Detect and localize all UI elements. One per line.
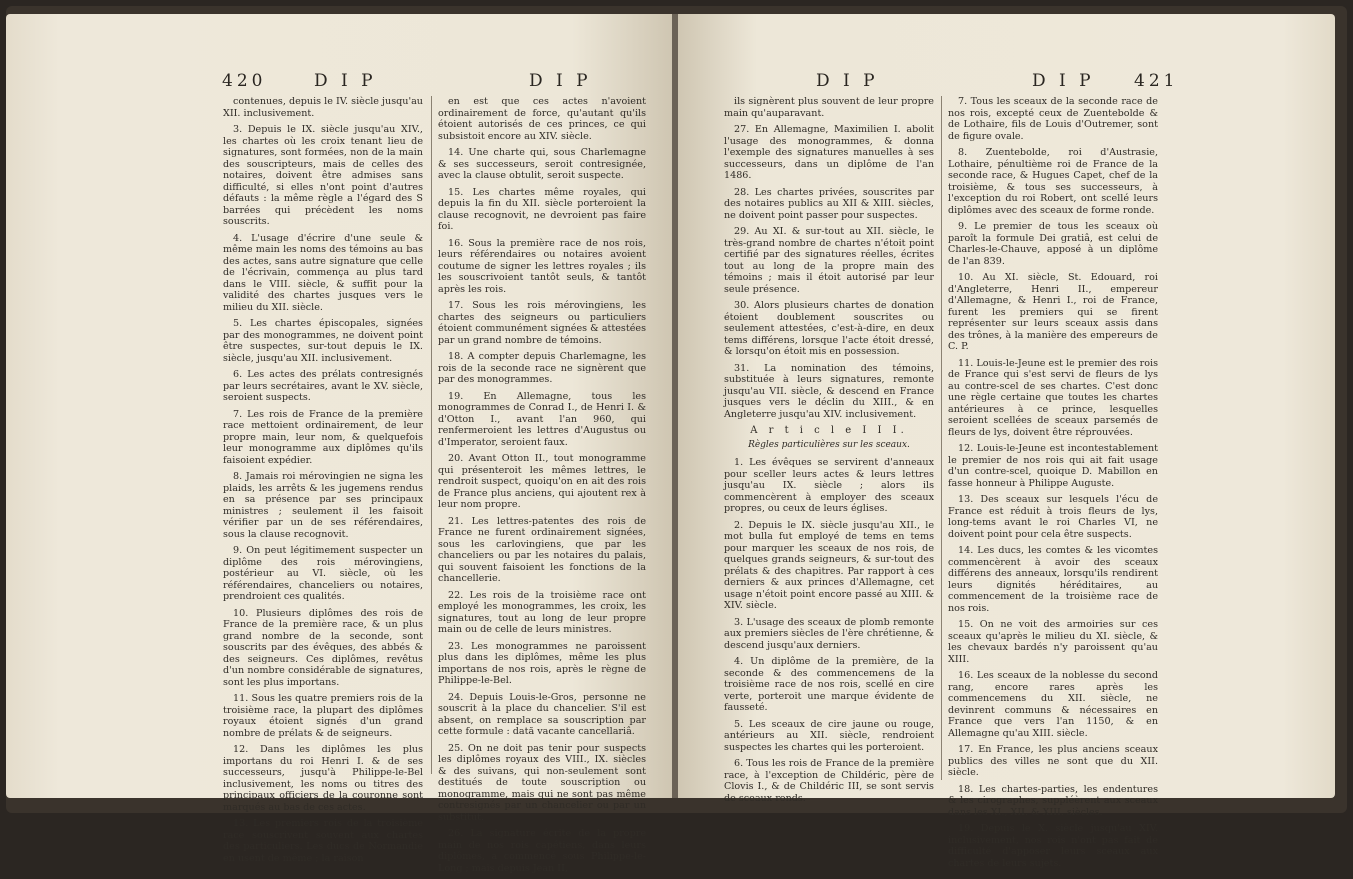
- article-subheading: Règles particulières sur les sceaux.: [748, 439, 910, 450]
- paragraph: 13. Des sceaux sur lesquels l'écu de France est réduit à trois fleurs de lys, long-tems avant le roi Charles VI, ne doivent point pour cela être suspects.: [948, 494, 1158, 540]
- paragraph: 24. Depuis Louis-le-Gros, personne ne souscrit à la place du chancelier. S'il est absent, on remplace sa souscription par cette formule : dată vacante cancellariâ.: [438, 691, 646, 737]
- article-heading: A r t i c l e I I I.: [750, 425, 908, 436]
- paragraph: 17. Sous les rois mérovingiens, les chartes des seigneurs ou particuliers étoient communément signées & attestées par un grand nombre de témoins.: [438, 300, 646, 346]
- paragraph: 22. Les rois de la troisième race ont employé les monogrammes, les croix, les signatures, tout au long de leur propre main ou de celle de leurs ministres.: [438, 589, 646, 635]
- right-header-left: D I P: [816, 71, 879, 91]
- right-column-1: [724, 96, 934, 809]
- left-column-2: [438, 96, 646, 879]
- paragraph: 16. Sous la première race de nos rois, leurs référendaires ou notaires avoient coutume de signer les lettres royales ; ils les souscrivoient tantôt seuls, & tantôt après les rois.: [438, 237, 646, 295]
- paragraph: 14. Une charte qui, sous Charlemagne & ses successeurs, seroit contresignée, avec la clause obtulit, seroit suspecte.: [438, 147, 646, 181]
- paragraph: 29. Au XI. & sur-tout au XII. siècle, le très-grand nombre de chartes n'étoit point certifié par des signatures réelles, écrites tout au long de la propre main des témoins ; mais il étoit autorisé par leur seule présence.: [724, 226, 934, 295]
- paragraph: 18. A compter depuis Charlemagne, les rois de la seconde race ne signèrent que par des monogrammes.: [438, 351, 646, 385]
- paragraph: 4. Un diplôme de la première, de la seconde & des commencemens de la troisième race de nos rois, scellé en cire verte, porteroit une marque évidente de fausseté.: [724, 656, 934, 713]
- paragraph: 10. Au XI. siècle, St. Edouard, roi d'Angleterre, Henri II., empereur d'Allemagne, & Henri I., roi de France, furent les premiers qui se firent représenter sur leurs sceaux assis dans des trônes, à la manière des empereurs de C. P.: [948, 272, 1158, 352]
- paragraph: 26. La signature écrite de la propre main de nos rois capétiens, dans leurs diplômes, a commencé sous Philippe-le-Long ; mais depuis Jean II,: [438, 828, 646, 874]
- paragraph: 6. Les actes des prélats contresignés par leurs secrétaires, avant le XV. siècle, seroient suspects.: [223, 369, 423, 403]
- paragraph: ils signèrent plus souvent de leur propre main qu'auparavant.: [724, 96, 934, 119]
- paragraph: en est que ces actes n'avoient ordinairement de force, qu'autant qu'ils étoient autorisés de ces princes, ce qui subsistoit encore au XIV. siècle.: [438, 96, 646, 142]
- paragraph: 20. Avant Otton II., tout monogramme qui présenteroit les mêmes lettres, le rendroit suspect, quoiqu'on en ait des rois de France plus anciens, qui ajoutent rex à leur nom propre.: [438, 453, 646, 510]
- column-rule: [941, 96, 942, 780]
- paragraph: 14. Les ducs, les comtes & les vicomtes commencèrent à avoir des sceaux différens des anneaux, lorsqu'ils rendirent leurs dignités héréditaires, au commencement de la troisième race de nos rois.: [948, 545, 1158, 614]
- paragraph: 13. Les premiers rois de la troisième race souscrivent souvent aux chartes des particuliers. Les ducs de Normandie en usent de même ; la raison: [223, 818, 423, 864]
- paragraph: 9. Le premier de tous les sceaux où paroît la formule Dei gratiâ, est celui de Charles-le-Chauve, apposé à un diplôme de l'an 839.: [948, 221, 1158, 267]
- right-header-right: D I P: [1032, 71, 1095, 91]
- paragraph: 1. Les évêques se servirent d'anneaux pour sceller leurs actes & leurs lettres jusqu'au IX. siècle ; alors ils commencèrent à employer des sceaux propres, ou ceux de leurs églises.: [724, 457, 934, 514]
- paragraph: 30. Alors plusieurs chartes de donation étoient doublement souscrites ou seulement attestées, c'est-à-dire, en deux tems différens, lorsque l'acte étoit dressé, & lorsqu'on étoit mis en possession.: [724, 300, 934, 357]
- paragraph: 9. On peut légitimement suspecter un diplôme des rois mérovingiens, postérieur au VI. siècle, où les référendaires, chanceliers ou notaires, prendroient ces qualités.: [223, 545, 423, 602]
- paragraph: 3. L'usage des sceaux de plomb remonte aux premiers siècles de l'ère chrétienne, & descend jusqu'aux derniers.: [724, 616, 934, 651]
- paragraph: 17. En France, les plus anciens sceaux publics des villes ne sont que du XII. siècle.: [948, 744, 1158, 778]
- paragraph: 28. Les chartes privées, souscrites par des notaires publics au XII & XIII. siècles, ne doivent point passer pour suspectes.: [724, 186, 934, 221]
- left-header-left: D I P: [314, 71, 377, 91]
- paragraph: 11. Louis-le-Jeune est le premier des rois de France qui s'est servi de fleurs de lys au contre-scel de ses chartes. C'est donc une règle certaine que toutes les chartes antérieures à ce prince, lesquelles seroient scellées de sceaux parsemés de fleurs de lys, doivent être réprouvées.: [948, 357, 1158, 438]
- left-header-right: D I P: [529, 71, 592, 91]
- right-page: [678, 14, 1335, 869]
- paragraph: 15. On ne voit des armoiries sur ces sceaux qu'après le milieu du XI. siècle, & les chevaux bardés n'y paroissent qu'au XIII.: [948, 619, 1158, 665]
- paragraph: 5. Les chartes épiscopales, signées par des monogrammes, ne doivent point être suspectes, sur-tout depuis le IX. siècle, jusqu'au XII. inclusivement.: [223, 318, 423, 364]
- paragraph: 18. Les chartes-parties, les endentures & les cirographes, suppléèrent aux sceaux dans les XI., XII. & XIII. siècles.: [948, 783, 1158, 818]
- paragraph: 12. Dans les diplômes les plus importans du roi Henri I. & de ses successeurs, jusqu'à Philippe-le-Bel inclusivement, les noms ou titres des principaux officiers de la couronne sont marqués au bas de ces actes.: [223, 744, 423, 813]
- paragraph: 19. En Allemagne, tous les monogrammes de Conrad I., de Henri I. & d'Otton I., avant l'an 960, qui renfermeroient les lettres d'Augustus ou d'Imperator, seroient faux.: [438, 390, 646, 448]
- paragraph: 10. Plusieurs diplômes des rois de France de la première race, & un plus grand nombre de la seconde, sont souscrits par des évêques, des abbés & des seigneurs. Ces diplômes, revêtus d'un nombre considérable de signatures, sont les plus importans.: [223, 607, 423, 688]
- paragraph: 8. Zuentebolde, roi d'Austrasie, Lothaire, pénultième roi de France de la seconde race, & Hugues Capet, chef de la troisième, & tous ses successeurs, à l'exception du roi Robert, ont scellé leurs diplômes avec des sceaux de forme ronde.: [948, 147, 1158, 216]
- paragraph: 27. En Allemagne, Maximilien I. abolit l'usage des monogrammes, & donna l'exemple des signatures manuelles à ses successeurs, dans un diplôme de l'an 1486.: [724, 124, 934, 181]
- paragraph: 3. Depuis le IX. siècle jusqu'au XIV., les chartes où les croix tenant lieu de signatures, sont formées, non de la main des souscripteurs, mais de celles des notaires, doivent être admises sans difficulté, si elles n'ont point d'autres défauts : la même règle a l'égard des S barrées qui précèdent les noms souscrits.: [223, 124, 423, 227]
- paragraph: 6. Tous les rois de France de la première race, à l'exception de Childéric, père de Clovis I., & de Childéric III, se sont servis de sceaux ronds.: [724, 758, 934, 804]
- paragraph: 8. Jamais roi mérovingien ne signa les plaids, les arrêts & les jugemens rendus en sa présence par ses principaux ministres ; seulement il les faisoit vérifier par un de ses référendaires, sous la clause recognovit.: [223, 471, 423, 540]
- left-column-1: [223, 96, 423, 869]
- paragraph: 23. Les monogrammes ne paroissent plus dans les diplômes, même les plus importans de nos rois, après le règne de Philippe-le-Bel.: [438, 640, 646, 686]
- paragraph: 21. Les lettres-patentes des rois de France ne furent ordinairement signées, sous les carlovingiens, que par les chanceliers ou par les notaires du palais, qui souvent faisoient les fonctions de la chancellerie.: [438, 515, 646, 584]
- paragraph: 5. Les sceaux de cire jaune ou rouge, antérieurs au XII. siècle, rendroient suspectes les chartes qui les porteroient.: [724, 718, 934, 753]
- paragraph: 7. Tous les sceaux de la seconde race de nos rois, excepté ceux de Zuentebolde & de Lothaire, fils de Louis d'Outremer, sont de figure ovale.: [948, 96, 1158, 142]
- paragraph: 2. Depuis le IX. siècle jusqu'au XII., le mot bulla fut employé de tems en tems pour marquer les sceaux de nos rois, de quelques grands seigneurs, & sur-tout des prélats & des chapitres. Par rapport à ces derniers & aux princes d'Allemagne, cet usage n'étoit point encore passé au XIII. & XIV. siècle.: [724, 519, 934, 611]
- paragraph: 7. Les rois de France de la première race mettoient ordinairement, de leur propre main, leur nom, & quelquefois leur monogramme aux diplômes qu'ils faisoient expédier.: [223, 408, 423, 466]
- column-rule: [431, 96, 432, 774]
- paragraph: contenues, depuis le IV. siècle jusqu'au XII. inclusivement.: [223, 96, 423, 119]
- paragraph: 25. On ne doit pas tenir pour suspects les diplômes royaux des VIII., IX. siècles & des suivans, qui non-seulement sont destitués de toute souscription ou monogramme, mais qui ne sont pas même contresignés par un chancelier ou par un substitut.: [438, 742, 646, 823]
- left-page: [6, 14, 672, 874]
- paragraph: 11. Sous les quatre premiers rois de la troisième race, la plupart des diplômes royaux étoient signés d'un grand nombre de prélats & de seigneurs.: [223, 693, 423, 739]
- paragraph: 19. Depuis le X. siècle jusqu'au XIV. inclusivement, nos rois n'ont pas fait de difficulté d'apposer leurs sceaux aux chartes de leurs sujets.: [948, 823, 1158, 869]
- paragraph: 16. Les sceaux de la noblesse du second rang, encore rares après les commencemens du XII. siècle, ne devinrent communs & nécessaires en France que vers l'an 1150, & en Allemagne qu'au XIII. siècle.: [948, 670, 1158, 739]
- right-page-number: 421: [1134, 71, 1179, 91]
- paragraph: 31. La nomination des témoins, substituée à leurs signatures, remonte jusqu'au VII. siècle, & descend en France jusques vers le déclin du XIII., & en Angleterre jusqu'au XIV. inclusivement.: [724, 362, 934, 420]
- paragraph: 12. Louis-le-Jeune est incontestablement le premier de nos rois qui ait fait usage d'un contre-scel, quoique D. Mabillon en fasse honneur à Philippe Auguste.: [948, 443, 1158, 489]
- paragraph: 4. L'usage d'écrire d'une seule & même main les noms des témoins au bas des actes, sans autre signature que celle de l'écrivain, commença au plus tard dans le VIII. siècle, & suffit pour la validité des chartes jusques vers le milieu du XII. siècle.: [223, 232, 423, 313]
- left-page-number: 420: [222, 71, 267, 91]
- paragraph: 15. Les chartes même royales, qui depuis la fin du XII. siècle porteroient la clause recognovit, ne devroient pas faire foi.: [438, 186, 646, 232]
- right-column-2: [948, 96, 1158, 874]
